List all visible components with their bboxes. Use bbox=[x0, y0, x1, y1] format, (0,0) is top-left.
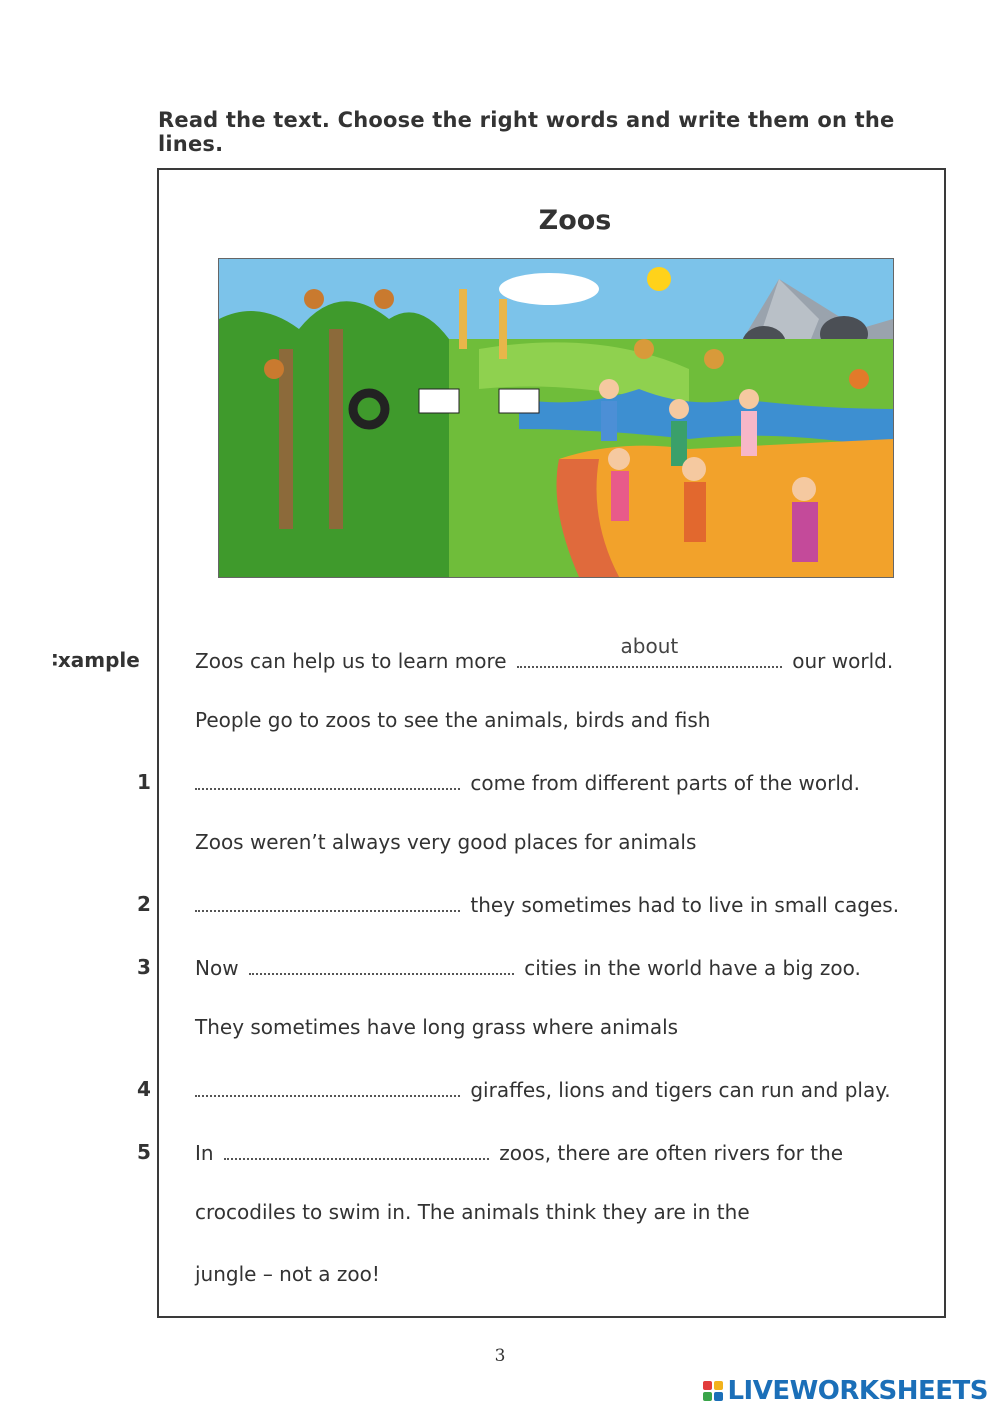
answer-blank[interactable] bbox=[195, 1077, 460, 1097]
answer-blank[interactable] bbox=[249, 955, 514, 975]
text-before: In bbox=[195, 1141, 214, 1165]
zoo-illustration bbox=[218, 258, 894, 578]
row-label: 2 bbox=[137, 892, 151, 916]
row-label: ∶xample bbox=[52, 648, 140, 672]
answer-text: about bbox=[620, 634, 679, 658]
text-after: they sometimes had to live in small cages. bbox=[470, 893, 900, 917]
instruction-text: Read the text. Choose the right words and write them on the lines. bbox=[158, 108, 895, 156]
row-text bbox=[195, 1140, 843, 1165]
row-text bbox=[195, 955, 861, 980]
text-row bbox=[0, 1200, 1000, 1240]
question-row-3 bbox=[0, 955, 1000, 995]
brand-logo[interactable] bbox=[703, 1376, 988, 1406]
row-text: Zoos weren’t always very good places for animals bbox=[195, 830, 697, 854]
row-text: crocodiles to swim in. The animals think they are in the bbox=[195, 1200, 750, 1224]
row-text: jungle – not a zoo! bbox=[195, 1262, 380, 1286]
row-text bbox=[195, 634, 894, 673]
row-text: People go to zoos to see the animals, birds and fish bbox=[195, 708, 711, 732]
text-after: zoos, there are often rivers for the bbox=[499, 1141, 844, 1165]
text-row bbox=[0, 708, 1000, 748]
row-label: 3 bbox=[137, 955, 151, 979]
page-number: 3 bbox=[494, 1346, 506, 1366]
question-row-2 bbox=[0, 892, 1000, 932]
answer-blank[interactable] bbox=[195, 770, 460, 790]
row-label: 5 bbox=[137, 1140, 151, 1164]
text-after: cities in the world have a big zoo. bbox=[524, 956, 861, 980]
row-text bbox=[195, 770, 860, 795]
brand-wordmark: LIVEWORKSHEETS bbox=[727, 1376, 988, 1406]
question-row-5 bbox=[0, 1140, 1000, 1180]
text-after: giraffes, lions and tigers can run and play. bbox=[470, 1078, 891, 1102]
answer-blank[interactable] bbox=[195, 892, 460, 912]
question-row-1 bbox=[0, 770, 1000, 810]
text-before: Zoos can help us to learn more bbox=[195, 649, 507, 673]
zoo-scene-image bbox=[219, 259, 893, 577]
row-label: 4 bbox=[137, 1077, 151, 1101]
row-text: They sometimes have long grass where animals bbox=[195, 1015, 679, 1039]
text-after: our world. bbox=[792, 649, 894, 673]
row-text bbox=[195, 892, 899, 917]
row-label: 1 bbox=[137, 770, 151, 794]
answer-blank[interactable] bbox=[224, 1140, 489, 1160]
text-row bbox=[0, 1015, 1000, 1055]
text-row bbox=[0, 1262, 1000, 1302]
text-row bbox=[0, 830, 1000, 870]
text-after: come from different parts of the world. bbox=[470, 771, 860, 795]
question-row-4 bbox=[0, 1077, 1000, 1117]
example-row bbox=[0, 634, 1000, 688]
answer-blank[interactable] bbox=[517, 634, 782, 668]
text-before: Now bbox=[195, 956, 239, 980]
exercise-title: Zoos bbox=[538, 205, 612, 236]
row-text bbox=[195, 1077, 891, 1102]
liveworksheets-logo-icon bbox=[703, 1381, 723, 1401]
